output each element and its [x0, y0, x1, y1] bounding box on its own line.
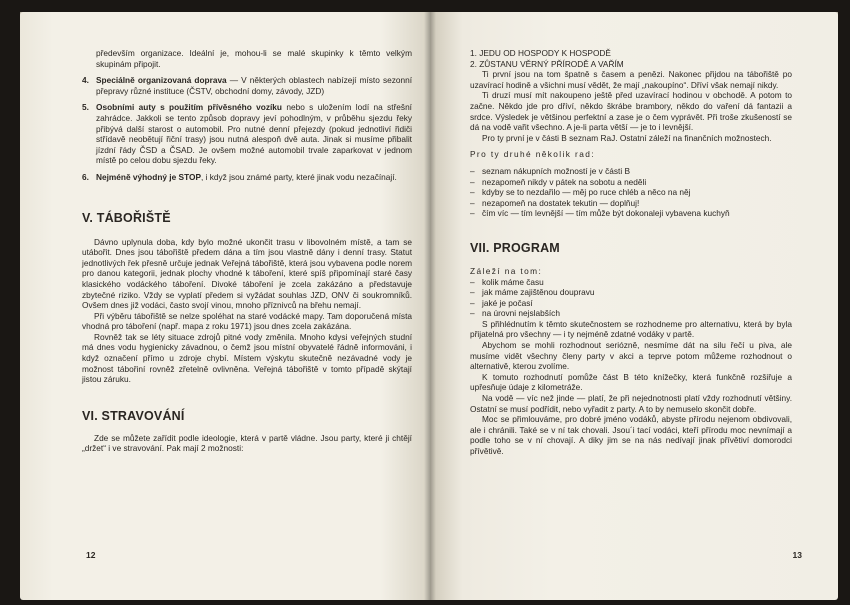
- paragraph: Ti druzí musí mít nakoupeno ještě před uzavírací hodinou v obchodě. A potom to začne. Někdo jde pro dříví, někdo škrábe brambory, někdo do vaření dá fantazii a srdce. Výsledek je většinou perfektní a zase je o čem vyprávět. Při troše zkušeností se dá na vodě vařit všechno. A je-li parta větší — je to i levnější.: [470, 90, 792, 133]
- book-spine: [424, 12, 436, 600]
- right-page-content: [470, 48, 792, 457]
- section-heading-program: VII. PROGRAM: [470, 240, 560, 255]
- list-item-6: [82, 172, 412, 183]
- section-heading-stravovani: VI. STRAVOVÁNÍ: [82, 408, 185, 423]
- list-item-text: čím víc — tím levnější — tím může být dokonaleji vybavena kuchyň: [482, 208, 730, 219]
- list-item: – čím víc — tím levnější — tím může být dokonaleji vybavena kuchyň: [470, 208, 792, 219]
- list-item: – na úrovni nejslabších: [470, 308, 792, 319]
- list-item-text: kolik máme času: [482, 276, 544, 287]
- paragraph: Pro ty první je v části B seznam RaJ. Ostatní záleží na finančních možnostech.: [482, 132, 772, 143]
- paragraph: Abychom se mohli rozhodnout seriózně, nesmíme dát na silu řečí u piva, ale musíme vidět všechny členy party v akci a teprve potom můžeme rozhodnout o alternativě, kterou zvolíme.: [470, 340, 792, 372]
- item-rest: — V některých oblastech nabízejí místo sezonní přepravy různé instituce (ČSTV, obchodní domy, závody, JZD): [96, 75, 412, 96]
- item-rest: , i když jsou známé party, které jinak vodu nezačínají.: [200, 171, 397, 182]
- page-number: 13: [792, 550, 802, 560]
- list-item: – jaké je počasí: [470, 298, 792, 309]
- list-item: – kdyby se to nezdařilo — měj po ruce chléb a něco na něj: [470, 187, 792, 198]
- list-item-text: jak máme zajištěnou doupravu: [482, 287, 595, 298]
- list-item-text: nezapomeň na dostatek tekutin — doplňuj!: [482, 197, 640, 208]
- item-number: 6.: [82, 171, 89, 182]
- page-number: 12: [86, 550, 96, 560]
- list-item-5: [82, 102, 412, 166]
- left-page-content: [82, 48, 412, 454]
- paragraph: S přihlédnutím k těmto skutečnostem se rozhodneme pro alternativu, která by byla přijatelná pro všechny — i ty nejméně zdatné vodáky v partě.: [470, 318, 792, 340]
- paragraph: Dávno uplynula doba, kdy bylo možné ukončit trasu v libovolném místě, a tam se utábořit. Dnes jsou tábořiště předem dána a tím jsou vlastně dány i denní trasy. Statut jednotlivých řek přesně určuje jednak Veřejná tábořiště, která jsou vybavena podle norem pro danou kategorii, jednak plochy vhodné k táboření, které spíš připomínají staré časy klasického vodáckého táboření. Divoké táboření je zcela zakázáno a představuje zbytečné riziko. Vždy se vyplatí předem si vyžádat souhlas JZD, ONV či soukromníků. Ovšem dnes již vodáci, často svojí vinou, mnoho příznivců na břehu nemají.: [82, 236, 412, 311]
- paragraph: Ti první jsou na tom špatně s časem a penězi. Nakonec přijdou na tábořiště po uzavírací hodině a všichni musí vědět, že mají „nakoupíno“. Dříví však nemají nikdy.: [470, 69, 792, 90]
- paragraph: Rovněž tak se léty situace zdrojů pitné vody změnila. Mnoho kdysi veřejných studní má dnes vodu hygienicky závadnou, o čemž jsou místní obyvatelé řádně informováni, i když označení přímo u zdroje chybí. Místem výskytu skutečně nezávadné vody je možnost tábořiní rovněž zřetelně ovlivněna. Veřejná tábořiště v tomto případě skýtají jistou záruku.: [82, 331, 412, 385]
- list-item-text: na úrovni nejslabších: [482, 308, 560, 319]
- paragraph: Zde se můžete zařídit podle ideologie, která v partě vládne. Jsou party, které ji chtějí „držet“ i ve stravování. Pak mají 2 možnosti:: [82, 432, 412, 454]
- open-book: [20, 12, 838, 600]
- list-item-4: [82, 75, 412, 96]
- item-bold: Speciálně organizovaná doprava: [96, 75, 227, 86]
- item-text: [96, 172, 412, 183]
- item-bold: Nejméně výhodný je STOP: [96, 171, 201, 182]
- left-page: [20, 12, 430, 600]
- paragraph: Při výběru tábořiště se nelze spoléhat na staré vodácké mapy. Tam doporučená místa vhodná pro táboření (např. mapa z roku 1971) jsou dnes zcela zakázána.: [82, 310, 412, 332]
- item-number: 5.: [82, 102, 89, 113]
- option-1: 1. JEDU OD HOSPODY K HOSPODĚ: [470, 48, 611, 58]
- item-text: [96, 102, 412, 166]
- item-rest: nebo s uložením lodí na střešní zahrádce. Jakkoli se tento způsob dopravy jeví pohodlným, v průběhu sjezdu řeky přibývá další starost o automobil. Pro nutné denní přejezdy (pokud jednotliví řidiči střídavě neobětují řiční trasy) jsou nutná alespoň dvě auta. Jinak si musíme přibalit jízdní řády ČSD a ČSAD. Je ovšem možné automobil trvale zaparkovat v jednom místě po celou dobu sjezdu řeky.: [96, 102, 412, 166]
- list-item-text: jaké je počasí: [482, 297, 533, 308]
- depends-title: Záleží na tom:: [470, 265, 543, 276]
- list-item: – nezapomeň nikdy v pátek na sobotu a neděli: [470, 177, 792, 188]
- list-item-text: nezapomeň nikdy v pátek na sobotu a neděli: [482, 176, 647, 187]
- list-item: – nezapomeň na dostatek tekutin — doplňuj!: [470, 198, 792, 209]
- advice-title: Pro ty druhé několik rad:: [470, 149, 595, 160]
- item-bold: Osobními auty s použitím přívěsného vozíku: [96, 102, 282, 113]
- item-text: [96, 75, 412, 96]
- item-number: 4.: [82, 75, 89, 86]
- list-item-text: seznam nákupních možností je v části B: [482, 165, 631, 176]
- option-2: 2. ZŮSTANU VĚRNÝ PŘÍRODĚ A VAŘÍM: [470, 58, 624, 69]
- list-item: – kolik máme času: [470, 277, 792, 288]
- paragraph: Na vodě — víc než jinde — platí, že při nejednotnosti platí vždy rozhodnutí většiny. Ostatní se musí podřídit, nebo vyřadit z party. A to by nemuselo skončit dobře.: [470, 393, 792, 414]
- paragraph: K tomuto rozhodnutí pomůže část B této knížečky, která funkčně rozšiřuje a upřesňuje údaje z kilometráže.: [470, 371, 792, 393]
- intro-paragraph: především organizace. Ideální je, mohou-li se malé skupinky k těmto velkým skupinám připojit.: [96, 48, 412, 69]
- section-heading-taboriste: V. TÁBOŘIŠTĚ: [82, 210, 171, 225]
- paragraph: Moc se přimlouváme, pro dobré jméno vodáků, abyste přírodu nejenom obdivovali, ale i chránili. Také se v ní tak chovali. Jsou´i tací vodáci, kteří přírodu moc nevnímají a podle toho se v ní chovají. A diky jim se na nás nedívají jinak přívětiví domorodci přívětivě.: [470, 414, 792, 456]
- right-page: [430, 12, 838, 600]
- list-item: – jak máme zajištěnou doupravu: [470, 287, 792, 298]
- list-item: – seznam nákupních možností je v části B: [470, 166, 792, 177]
- list-item-text: kdyby se to nezdařilo — měj po ruce chléb a něco na něj: [482, 187, 691, 198]
